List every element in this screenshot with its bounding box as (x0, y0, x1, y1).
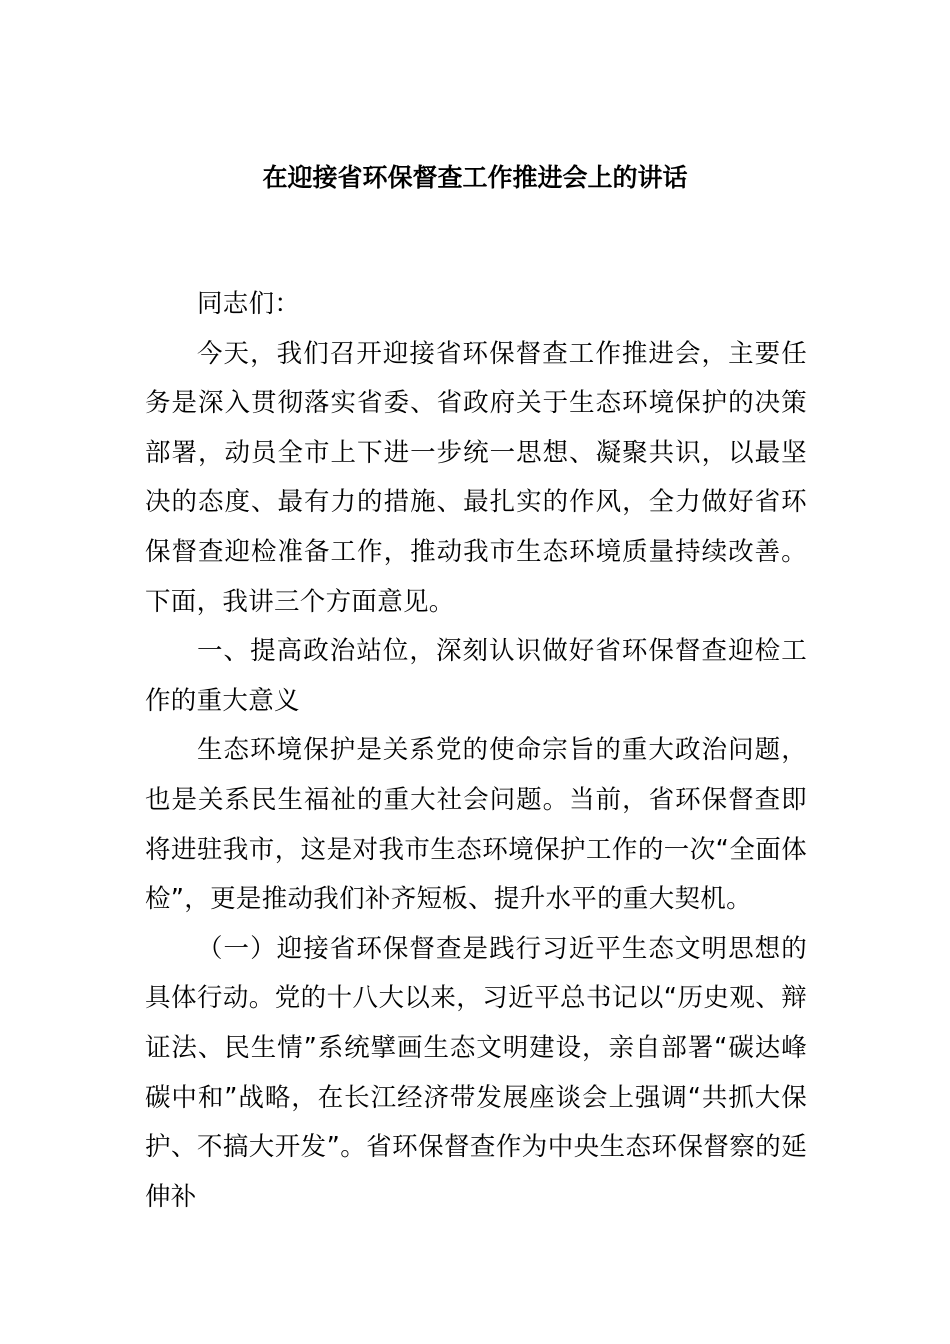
salutation: 同志们： (197, 289, 301, 319)
paragraph-significance: 生态环境保护是关系党的使命宗旨的重大政治问题，也是关系民生福祉的重大社会问题。当前，省环保督查即将进驻我市，这是对我市生态环境保护工作的一次“全面体检”，更是推动我们补齐短板、提升水平的重大契机。 (145, 735, 807, 915)
document-body (145, 280, 807, 1222)
paragraph-intro: 今天，我们召开迎接省环保督查工作推进会，主要任务是深入贯彻落实省委、省政府关于生态环境保护的决策部署，动员全市上下进一步统一思想、凝聚共识，以最坚决的态度、最有力的措施、最扎实的作风，全力做好省环保督查迎检准备工作，推动我市生态环境质量持续改善。下面，我讲三个方面意见。 (145, 338, 807, 617)
document-title: 在迎接省环保督查工作推进会上的讲话 (262, 163, 688, 192)
paragraph-subsection-one: （一）迎接省环保督查是践行习近平生态文明思想的具体行动。党的十八大以来，习近平总书记以“历史观、辩证法、民生情”系统擘画生态文明建设，亲自部署“碳达峰碳中和”战略，在长江经济带发展座谈会上强调“共抓大保护、不搞大开发”。省环保督查作为中央生态环保督察的延伸补 (145, 933, 807, 1212)
section-heading-one: 一、提高政治站位，深刻认识做好省环保督查迎检工作的重大意义 (145, 636, 807, 716)
